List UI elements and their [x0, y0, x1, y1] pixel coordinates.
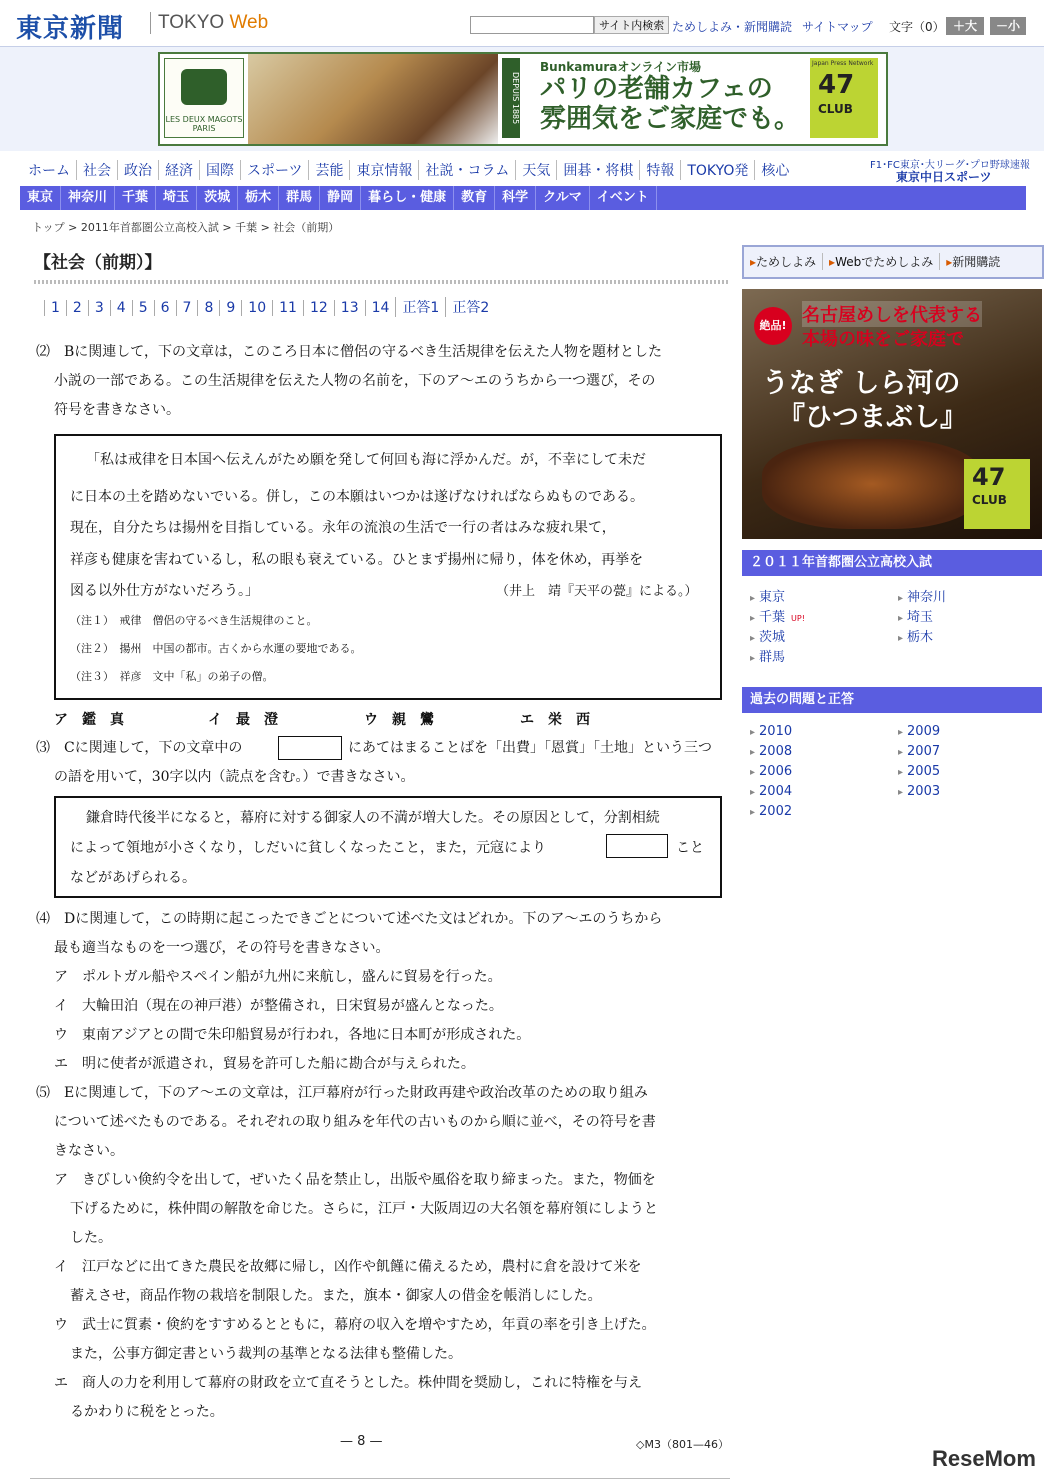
- past-years-list: [750, 724, 1040, 824]
- page-pager: [44, 297, 495, 317]
- breadcrumb[interactable]: トップ > 2011年首都圏公立高校入試 > 千葉 > 社会（前期）: [32, 221, 340, 234]
- trial-subscribe-link[interactable]: ためしよみ・新聞購読: [672, 20, 793, 34]
- past-link-2003[interactable]: ▸ 2003: [898, 784, 940, 799]
- q2-note-1: （注１） 戒律 僧侶の守るべき生活規律のこと。: [70, 614, 318, 627]
- region-item-3[interactable]: 埼玉: [156, 186, 197, 210]
- exam-link-saitama[interactable]: ▸ 埼玉: [898, 606, 933, 625]
- ad-line-1: 名古屋めしを代表する: [802, 301, 982, 327]
- pager-item-1[interactable]: 2: [66, 300, 88, 316]
- q2-choice-u: ウ 親 鸞: [364, 712, 434, 728]
- q2-choice-a: ア 鑑 真: [54, 712, 124, 728]
- cafe-photo: [248, 54, 498, 144]
- pager-item-12[interactable]: 13: [334, 300, 365, 316]
- ad-food-photo: [762, 439, 982, 529]
- q2-text-3: 符号を書きなさい。: [54, 402, 180, 418]
- pager-item-13[interactable]: 14: [365, 300, 396, 316]
- exam-link-gunma[interactable]: ▸ 群馬: [750, 646, 785, 665]
- q2-passage-4: 祥彦も健康を害ねているし，私の眼も衰えている。ひとまず揚州に帰り，体を休め，再挙を: [70, 552, 644, 568]
- q2-passage-1: 「私は戒律を日本国へ伝えんがため願を発して何回も海に浮かんだ。が，不幸にして未だ: [86, 452, 646, 468]
- region-item-10[interactable]: 科学: [495, 186, 536, 210]
- region-item-1[interactable]: 神奈川: [61, 186, 115, 210]
- pager-item-3[interactable]: 4: [110, 300, 132, 316]
- q2-passage-5: 図る以外仕方がないだろう。」: [70, 583, 259, 599]
- ad-big-2: 『ひつまぶし』: [778, 402, 967, 433]
- q3-passage-blank: [606, 834, 668, 858]
- nav-item-3[interactable]: 経済: [158, 160, 199, 180]
- hitsumabushi-ad[interactable]: [742, 289, 1042, 539]
- region-item-12[interactable]: イベント: [590, 186, 657, 210]
- pager-item-14[interactable]: 正答1: [395, 297, 445, 317]
- site-search-button[interactable]: サイト内検索: [594, 16, 669, 34]
- region-item-0[interactable]: 東京: [20, 186, 61, 210]
- sitemap-link[interactable]: サイトマップ: [802, 20, 873, 34]
- q2-note-3: （注３） 祥彦 文中「私」の弟子の僧。: [70, 670, 274, 683]
- q4-choice-i: イ 大輪田泊（現在の神戸港）が整備され，日宋貿易が盛んとなった。: [54, 998, 503, 1014]
- region-item-4[interactable]: 茨城: [197, 186, 238, 210]
- bottom-divider: [30, 1478, 730, 1479]
- nav-item-8[interactable]: 社説・コラム: [418, 160, 515, 180]
- pager-item-7[interactable]: 8: [197, 300, 219, 316]
- q2-passage-source: （井上 靖『天平の甍』による。）: [496, 584, 698, 599]
- q4-choice-u: ウ 東南アジアとの間で朱印船貿易が行われ，各地に日本町が形成された。: [54, 1027, 531, 1043]
- region-item-5[interactable]: 栃木: [238, 186, 279, 210]
- pager-item-4[interactable]: 5: [132, 300, 154, 316]
- q5-text-1: ⑸ Eに関連して，下のア～エの文章は，江戸幕府が行った財政再建や政治改革のための取り組み: [36, 1085, 648, 1101]
- q4-text-2: 最も適当なものを一つ選び，その符号を書きなさい。: [54, 940, 390, 956]
- exam-link-tochigi[interactable]: ▸ 栃木: [898, 626, 933, 645]
- region-item-8[interactable]: 暮らし・健康: [361, 186, 454, 210]
- region-item-7[interactable]: 静岡: [320, 186, 361, 210]
- q2-text-1: ⑵ Bに関連して，下の文章は，このころ日本に僧侶の守るべき生活規律を伝えた人物を題材とした: [36, 344, 663, 360]
- main-nav: [22, 160, 795, 184]
- q5-choice-a-3: した。: [70, 1230, 112, 1246]
- q5-choice-a-1: ア きびしい倹約令を出して，ぜいたく品を禁止し，出版や風俗を取り締まった。また，物価を: [54, 1172, 656, 1188]
- past-exams-heading: 過去の問題と正答: [742, 687, 1042, 713]
- since-tag: DEPUIS 1885: [502, 58, 520, 138]
- past-link-2010[interactable]: ▸ 2010: [750, 724, 792, 739]
- nav-item-10[interactable]: 囲碁・将棋: [556, 160, 639, 180]
- q2-choice-i: イ 最 澄: [208, 712, 278, 728]
- past-link-2009[interactable]: ▸ 2009: [898, 724, 940, 739]
- q2-choice-e: エ 栄 西: [520, 712, 590, 728]
- exam-link-tokyo[interactable]: ▸ 東京: [750, 586, 785, 605]
- nav-item-6[interactable]: 芸能: [308, 160, 349, 180]
- nav-item-7[interactable]: 東京情報: [349, 160, 418, 180]
- q5-text-3: きなさい。: [54, 1143, 124, 1159]
- exam-link-ibaraki[interactable]: ▸ 茨城: [750, 626, 785, 645]
- q5-choice-u-1: ウ 武士に質素・倹約をすすめるとともに，幕府の収入を増やすため，年貢の率を引き上げた。: [54, 1317, 656, 1333]
- ad-burst: 絶品!: [754, 307, 792, 345]
- font-smaller-button[interactable]: －小: [990, 17, 1026, 35]
- ad-big-1: うなぎ しら河の: [762, 368, 961, 399]
- past-link-2008[interactable]: ▸ 2008: [750, 744, 792, 759]
- exam-2011-heading: ２０１１年首都圏公立高校入試: [742, 550, 1042, 576]
- q5-choice-u-2: また，公事方御定書という裁判の基準となる法律も整備した。: [70, 1346, 462, 1362]
- sports-flash-link[interactable]: F1･FC東京･大リーグ･プロ野球速報: [870, 160, 1030, 171]
- nav-item-11[interactable]: 特報: [639, 160, 680, 180]
- q2-text-2: 小説の一部である。この生活規律を伝えた人物の名前を，下のア～エのうちから一つ選び，その: [54, 373, 656, 389]
- q4-choice-e: エ 明に使者が派遣され，貿易を許可した船に勘合が与えられた。: [54, 1056, 475, 1072]
- q3-blank: [278, 736, 342, 760]
- past-link-2007[interactable]: ▸ 2007: [898, 744, 940, 759]
- resemom-watermark: ReseMom: [932, 1446, 1036, 1471]
- deux-magots-logo: LES DEUX MAGOTS PARIS: [164, 58, 244, 138]
- q3-passage-2: によって領地が小さくなり，しだいに貧しくなったこと，また，元寇により: [70, 840, 546, 856]
- nav-item-0[interactable]: ホーム: [28, 163, 70, 179]
- q5-choice-i-2: 蓄えさせ，商品作物の栽培を制限した。また，旗本・御家人の借金を帳消しにした。: [70, 1288, 602, 1304]
- q4-choice-a: ア ポルトガル船やスペイン船が九州に来航し，盛んに貿易を行った。: [54, 969, 502, 985]
- font-bigger-button[interactable]: ＋大: [946, 17, 984, 35]
- exam-page-number: — 8 —: [340, 1434, 383, 1449]
- exam-link-kanagawa[interactable]: ▸ 神奈川: [898, 586, 946, 605]
- ad-47club-logo: 47 CLUB: [964, 459, 1030, 529]
- q3-text-a: ⑶ Cに関連して，下の文章中の: [36, 740, 243, 756]
- past-link-2006[interactable]: ▸ 2006: [750, 764, 792, 779]
- q3-text-b: にあてはまることばを「出費」「恩賞」「土地」という三つ: [348, 740, 712, 756]
- logo-tokyo-text: TOKYO: [158, 12, 225, 33]
- pager-item-9[interactable]: 10: [241, 300, 272, 316]
- page-title: 【社会（前期）】: [34, 253, 162, 273]
- q5-choice-e-2: るかわりに税をとった。: [70, 1404, 224, 1420]
- q3-text-c: の語を用いて，30字以内（読点を含む。）で書きなさい。: [54, 769, 415, 785]
- past-link-2005[interactable]: ▸ 2005: [898, 764, 940, 779]
- web-trial-link[interactable]: ▸Webでためしよみ: [823, 253, 940, 270]
- pager-item-2[interactable]: 3: [88, 300, 110, 316]
- past-link-2004[interactable]: ▸ 2004: [750, 784, 792, 799]
- region-nav: [20, 186, 1026, 210]
- q2-passage-2: に日本の土を踏めないでいる。併し，この本願はいつかは遂げなければならぬものである。: [70, 489, 644, 505]
- banner-kicker: Bunkamuraオンライン市場: [540, 60, 702, 74]
- chunichi-sports-link[interactable]: 東京中日スポーツ: [896, 170, 992, 184]
- q5-text-2: について述べたものである。それぞれの取り組みを年代の古いものから順に並べ，その符号を書: [54, 1114, 656, 1130]
- pager-item-11[interactable]: 12: [303, 300, 334, 316]
- pager-item-5[interactable]: 6: [154, 300, 176, 316]
- exam-link-chiba[interactable]: ▸ 千葉 UP!: [750, 606, 805, 625]
- banner-headline: パリの老舗カフェの 雰囲気をご家庭でも。: [540, 74, 801, 134]
- site-search-input[interactable]: [470, 16, 594, 34]
- site-logo[interactable]: 東京新聞: [16, 14, 125, 44]
- font-size-label: 文字（0）: [889, 20, 945, 34]
- q2-note-2: （注２） 揚州 中国の都市。古くから水運の要地である。: [70, 642, 362, 655]
- q5-choice-a-2: 下げるために，株仲間の解散を命じた。さらに，江戸・大阪周辺の大名領を幕府領にしようと: [70, 1201, 658, 1217]
- exam-code: ◇M3（801—46）: [636, 1438, 729, 1451]
- logo-divider: [150, 12, 151, 34]
- exam-page: [34, 338, 734, 1458]
- past-link-2002[interactable]: ▸ 2002: [750, 804, 792, 819]
- cafe-ad-banner[interactable]: [158, 52, 888, 146]
- nav-item-2[interactable]: 政治: [117, 160, 158, 180]
- pager-item-0[interactable]: 1: [44, 300, 66, 316]
- nav-item-4[interactable]: 国際: [199, 160, 240, 180]
- q2-passage-3: 現在，自分たちは揚州を目指している。永年の流浪の生活で一行の者はみな疲れ果て，: [70, 520, 616, 536]
- pager-item-10[interactable]: 11: [272, 300, 303, 316]
- q5-choice-i-1: イ 江戸などに出てきた農民を故郷に帰し，凶作や飢饉に備えるため，農村に倉を設けて米を: [54, 1259, 642, 1275]
- up-badge: UP!: [791, 614, 805, 623]
- ad-line-2: 本場の味をご家庭で: [802, 329, 964, 350]
- nav-item-9[interactable]: 天気: [515, 160, 556, 180]
- pager-item-6[interactable]: 7: [176, 300, 198, 316]
- q3-passage-3: などがあげられる。: [70, 870, 196, 886]
- pager-item-15[interactable]: 正答2: [445, 297, 495, 317]
- nav-item-1[interactable]: 社会: [76, 160, 117, 180]
- q3-passage-1: 鎌倉時代後半になると，幕府に対する御家人の不満が増大した。その原因として，分割相続: [86, 810, 660, 826]
- q3-passage-2b: こと: [676, 840, 704, 856]
- pager-item-8[interactable]: 9: [219, 300, 241, 316]
- region-item-6[interactable]: 群馬: [279, 186, 320, 210]
- region-item-2[interactable]: 千葉: [115, 186, 156, 210]
- nav-item-5[interactable]: スポーツ: [240, 160, 308, 180]
- q4-text-1: ⑷ Dに関連して，この時期に起こったできごとについて述べた文はどれか。下のア～エのうちから: [36, 911, 663, 927]
- region-item-9[interactable]: 教育: [454, 186, 495, 210]
- nav-item-13[interactable]: 核心: [754, 160, 795, 180]
- nav-item-12[interactable]: TOKYO発: [680, 160, 754, 180]
- subscribe-link[interactable]: ▸新聞購読: [946, 255, 1001, 269]
- region-item-11[interactable]: クルマ: [536, 186, 590, 210]
- tokyo-web-logo[interactable]: [158, 12, 268, 34]
- trial-read-link[interactable]: ▸ためしよみ: [744, 253, 823, 270]
- logo-web-text: Web: [229, 12, 269, 33]
- exam-prefecture-list: [750, 586, 1040, 670]
- q5-choice-e-1: エ 商人の力を利用して幕府の財政を立て直そうとした。株仲間を奨励し，これに特権を与え: [54, 1375, 642, 1391]
- subscription-tools: [742, 245, 1044, 279]
- 47club-logo: Japan Press Network 47 CLUB: [810, 58, 878, 138]
- title-divider: [34, 280, 730, 284]
